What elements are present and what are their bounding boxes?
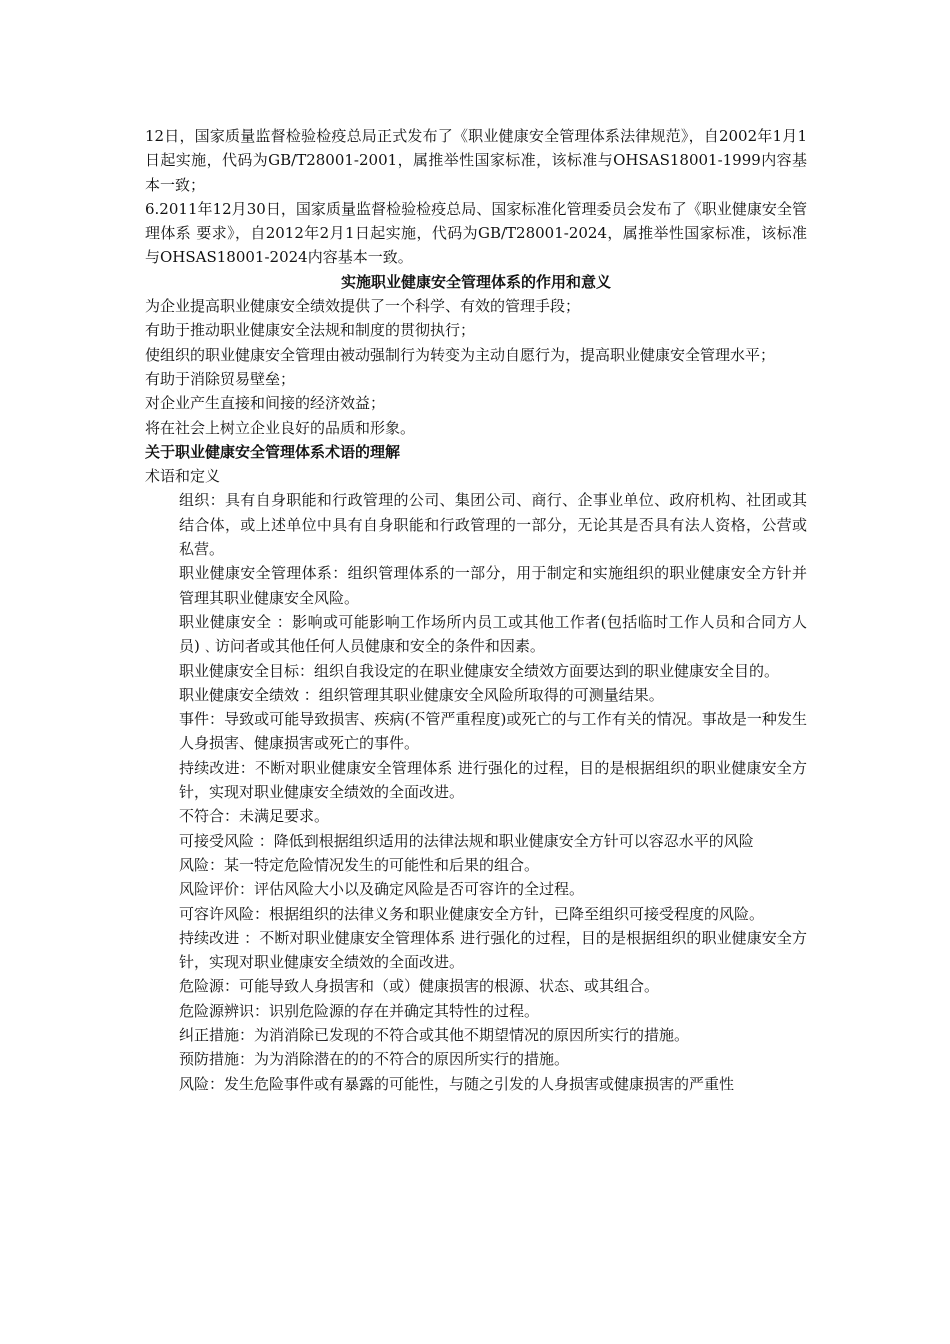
term-definition: 事件：导致或可能导致损害、疾病(不管严重程度)或死亡的与工作有关的情况。事故是一种发生人身损害、健康损害或死亡的事件。 [179,710,807,753]
term-definition: 职业健康安全目标：组织自我设定的在职业健康安全绩效方面要达到的职业健康安全目的。 [179,661,780,680]
term-definition: 可容许风险：根据组织的法律义务和职业健康安全方针，已降至组织可接受程度的风险。 [179,904,765,923]
term-definition: 风险评价：评估风险大小以及确定风险是否可容许的全过程。 [179,880,585,899]
significance-item: 为企业提高职业健康安全绩效提供了一个科学、有效的管理手段； [145,297,581,316]
term-definition: 职业健康安全管理体系：组织管理体系的一部分，用于制定和实施组织的职业健康安全方针并管理其职业健康安全风险。 [179,564,807,607]
term-definition: 预防措施：为为消除潜在的的不符合的原因所实行的措施。 [179,1050,570,1069]
significance-item: 有助于推动职业健康安全法规和制度的贯彻执行； [145,321,476,340]
term-definition: 危险源辨识：识别危险源的存在并确定其特性的过程。 [179,1001,540,1020]
significance-item: 使组织的职业健康安全管理由被动强制行为转变为主动自愿行为，提高职业健康安全管理水平； [145,345,776,364]
term-definition: 风险：发生危险事件或有暴露的可能性，与随之引发的人身损害或健康损害的严重性 [179,1074,735,1093]
term-definition: 职业健康安全绩效 ：组织管理其职业健康安全风险所取得的可测量结果。 [179,685,664,704]
term-definition: 可接受风险 ：降低到根据组织适用的法律法规和职业健康安全方针可以容忍水平的风险 [179,831,754,850]
significance-item: 有助于消除贸易壁垒； [145,369,296,388]
significance-item: 对企业产生直接和间接的经济效益； [145,394,386,413]
document-body [145,124,807,1096]
section-title-significance: 实施职业健康安全管理体系的作用和意义 [340,272,611,291]
significance-item: 将在社会上树立企业良好的品质和形象。 [145,418,416,437]
intro-paragraph-1: 12日，国家质量监督检验检疫总局正式发布了《职业健康安全管理体系法律规范》，自2002年1月1日起实施，代码为GB/T28001-2001，属推举性国家标准，该标准与OHSAS18001-1999内容基本一致； [145,127,807,194]
section-heading-terms: 关于职业健康安全管理体系术语的理解 [145,442,401,461]
term-definition: 风险：某一特定危险情况发生的可能性和后果的组合。 [179,855,540,874]
term-definition: 不符合：未满足要求。 [179,807,330,826]
significance-list [145,294,807,440]
term-definition: 纠正措施：为消消除已发现的不符合或其他不期望情况的原因所实行的措施。 [179,1025,690,1044]
terms-subheading: 术语和定义 [145,467,221,486]
term-definition: 持续改进 ：不断对职业健康安全管理体系 进行强化的过程，目的是根据组织的职业健康安全方针，实现对职业健康安全绩效的全面改进。 [179,928,807,972]
term-definition: 持续改进：不断对职业健康安全管理体系 进行强化的过程，目的是根据组织的职业健康安全方针，实现对职业健康安全绩效的全面改进。 [179,758,807,802]
term-definition: 组织：具有自身职能和行政管理的公司、集团公司、商行、企事业单位、政府机构、社团或其结合体，或上述单位中具有自身职能和行政管理的一部分，无论其是否具有法人资格，公营或私营。 [179,491,807,559]
intro-paragraph-2: 6.2011年12月30日，国家质量监督检验检疫总局、国家标准化管理委员会发布了《职业健康安全管理体系 要求》，自2012年2月1日起实施，代码为GB/T28001-2024，属推举性国家标准，该标准与OHSAS18001-2024内容基本一致。 [145,199,807,267]
term-definition: 危险源：可能导致人身损害和（或）健康损害的根源、状态、或其组合。 [179,977,660,996]
term-definition: 职业健康安全 ：影响或可能影响工作场所内员工或其他工作者(包括临时工作人员和合同方人员)﹑访问者或其他任何人员健康和安全的条件和因素。 [179,612,807,656]
terms-list [145,488,807,1095]
